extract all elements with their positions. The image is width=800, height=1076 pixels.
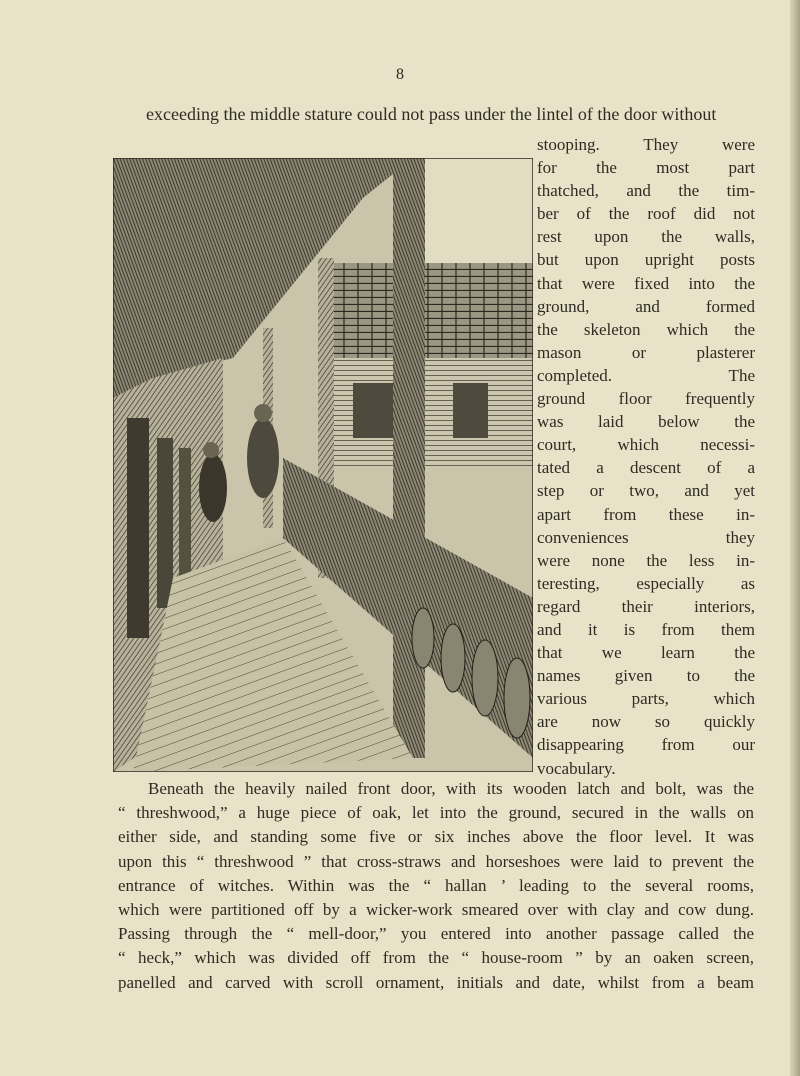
text-line: for the most part bbox=[537, 158, 755, 178]
text-line: panelled and carved with scroll ornament, initials and date, whilst from a beam bbox=[118, 972, 754, 992]
text-line: ground, and formed bbox=[537, 296, 755, 316]
text-line: was laid below the bbox=[537, 412, 755, 432]
text-line: that were fixed into the bbox=[537, 273, 755, 293]
text-line: conveniences they bbox=[537, 527, 755, 547]
text-line: and it is from them bbox=[537, 619, 755, 639]
text-line: were none the less in- bbox=[537, 550, 755, 570]
body-paragraph bbox=[118, 777, 754, 995]
gallery-illustration bbox=[113, 158, 533, 772]
text-line: entrance of witches. Within was the “ hallan ’ leading to the several rooms, bbox=[118, 875, 754, 895]
text-line: Passing through the “ mell-door,” you entered into another passage called the bbox=[118, 924, 754, 944]
side-column-text bbox=[537, 133, 755, 780]
text-line: ground floor frequently bbox=[537, 389, 755, 409]
text-line: names given to the bbox=[537, 666, 755, 686]
opening-line: exceeding the middle stature could not pass under the lintel of the door without bbox=[146, 104, 717, 124]
text-line: completed. The bbox=[537, 365, 755, 385]
text-line: tated a descent of a bbox=[537, 458, 755, 478]
text-line: court, which necessi- bbox=[537, 435, 755, 455]
page-number: 8 bbox=[396, 66, 404, 83]
text-line: regard their interiors, bbox=[537, 596, 755, 616]
text-line: “ threshwood,” a huge piece of oak, let into the ground, secured in the walls on bbox=[118, 803, 754, 823]
text-line: vocabulary. bbox=[537, 758, 616, 778]
text-line: are now so quickly bbox=[537, 712, 755, 732]
text-line: teresting, especially as bbox=[537, 573, 755, 593]
page-edge bbox=[790, 0, 800, 1076]
text-line: mason or plasterer bbox=[537, 342, 755, 362]
text-line: but upon upright posts bbox=[537, 250, 755, 270]
text-line: apart from these in- bbox=[537, 504, 755, 524]
text-line: which were partitioned off by a wicker-work smeared over with clay and cow dung. bbox=[118, 899, 754, 919]
text-line: Beneath the heavily nailed front door, with its wooden latch and bolt, was the bbox=[148, 779, 754, 798]
text-line: ber of the roof did not bbox=[537, 204, 755, 224]
text-line: stooping. They were bbox=[537, 135, 755, 154]
text-line: disappearing from our bbox=[537, 735, 755, 755]
text-line: either side, and standing some five or six inches above the floor level. It was bbox=[118, 827, 754, 847]
text-line: various parts, which bbox=[537, 689, 755, 709]
text-line: that we learn the bbox=[537, 643, 755, 663]
text-line: thatched, and the tim- bbox=[537, 181, 755, 201]
text-line: step or two, and yet bbox=[537, 481, 755, 501]
text-line: the skeleton which the bbox=[537, 319, 755, 339]
text-line: rest upon the walls, bbox=[537, 227, 755, 247]
text-line: upon this “ threshwood ” that cross-straws and horseshoes were laid to prevent the bbox=[118, 851, 754, 871]
text-line: “ heck,” which was divided off from the “ house-room ” by an oaken screen, bbox=[118, 948, 754, 968]
